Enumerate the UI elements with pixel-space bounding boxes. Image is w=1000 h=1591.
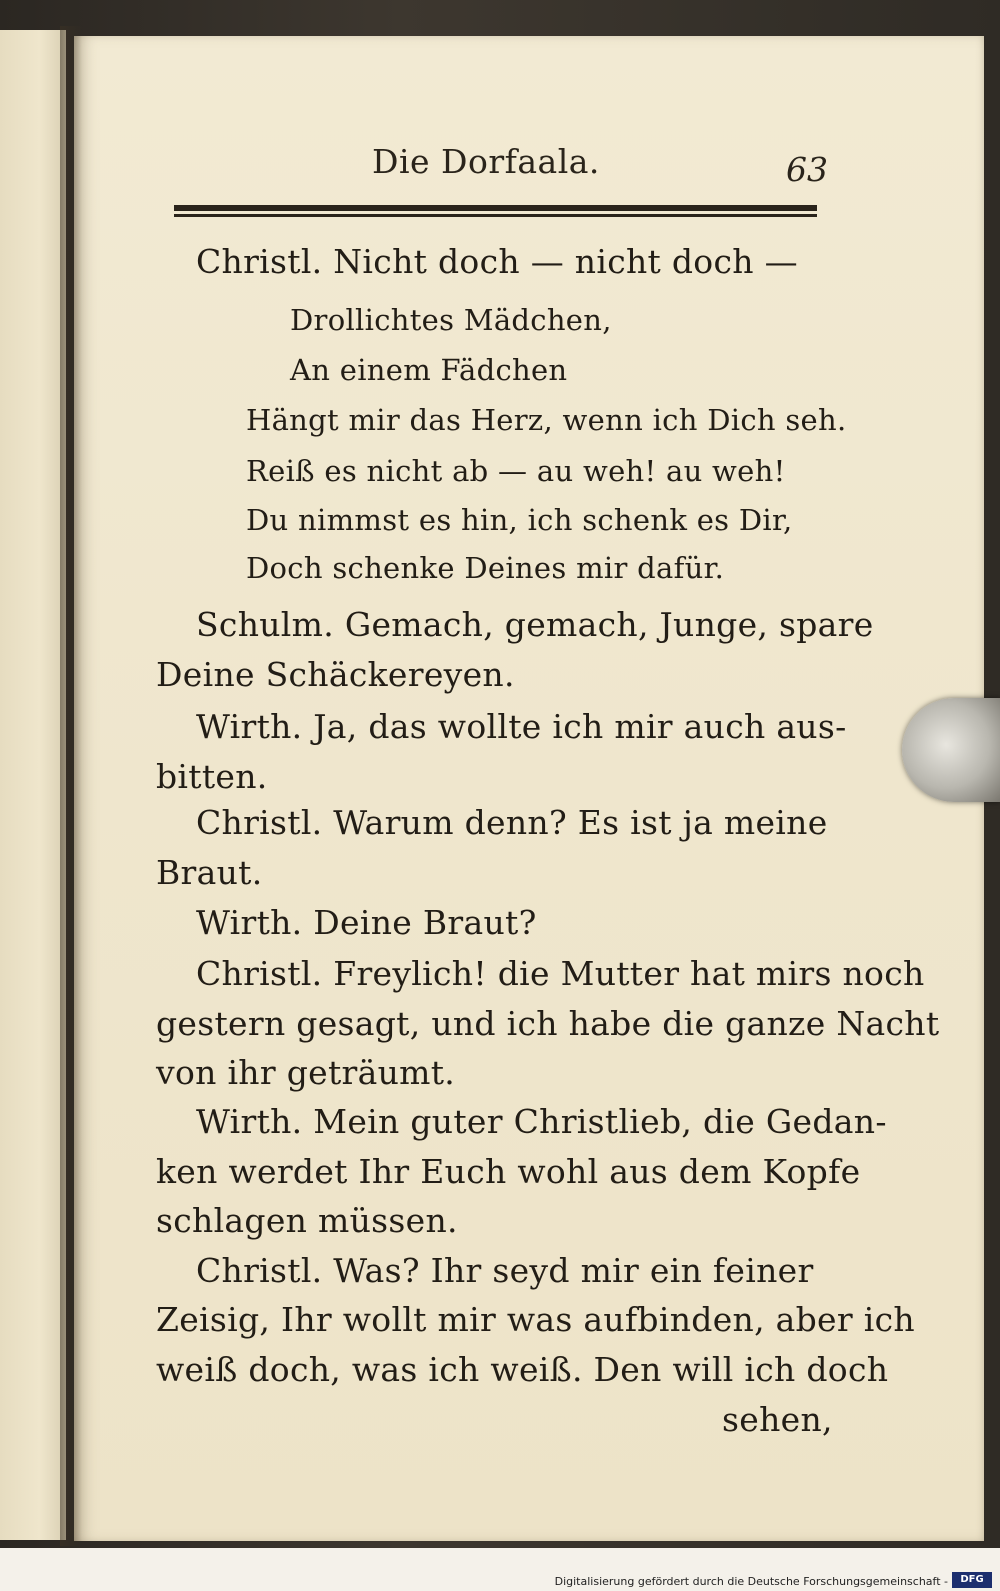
text-line: ken werdet Ihr Euch wohl aus dem Kopfe (156, 1152, 861, 1191)
text-line: Christl. Freylich! die Mutter hat mirs noch (196, 954, 925, 993)
verse-line: Reiß es nicht ab — au weh! au weh! (246, 454, 786, 488)
page-number: 63 (786, 150, 828, 189)
text-line: gestern gesagt, und ich habe die ganze Nacht (156, 1004, 940, 1043)
spine-shadow (60, 26, 82, 1546)
header-rule-thin (174, 214, 817, 217)
header-rule (174, 205, 817, 217)
running-head: Die Dorfaala. (372, 142, 600, 181)
text-line: Schulm. Gemach, gemach, Junge, spare (196, 605, 874, 644)
dfg-logo-icon: DFG (952, 1572, 992, 1588)
verse-line: Hängt mir das Herz, wenn ich Dich seh. (246, 403, 847, 437)
catchword: sehen, (722, 1400, 833, 1439)
text-line: schlagen müssen. (156, 1201, 458, 1240)
text-line: weiß doch, was ich weiß. Den will ich doch (156, 1350, 889, 1389)
text-line: Braut. (156, 853, 263, 892)
text-line: Christl. Nicht doch — nicht doch — (196, 242, 798, 281)
text-line: Deine Schäckereyen. (156, 655, 515, 694)
text-line: von ihr geträumt. (156, 1053, 456, 1092)
text-line: Wirth. Mein guter Christlieb, die Gedan- (196, 1102, 887, 1141)
text-line: Christl. Was? Ihr seyd mir ein feiner (196, 1251, 814, 1290)
text-line: bitten. (156, 757, 268, 796)
text-line: Wirth. Deine Braut? (196, 903, 537, 942)
digitization-credit: Digitalisierung gefördert durch die Deutsche Forschungsgemeinschaft - (554, 1575, 948, 1588)
verse-line: Doch schenke Deines mir dafür. (246, 551, 725, 585)
header-rule-thick (174, 205, 817, 211)
text-line: Wirth. Ja, das wollte ich mir auch aus- (196, 707, 847, 746)
text-line: Christl. Warum denn? Es ist ja meine (196, 803, 828, 842)
facing-page-edge (0, 30, 66, 1540)
verse-line: Du nimmst es hin, ich schenk es Dir, (246, 503, 793, 537)
verse-line: Drollichtes Mädchen, (290, 303, 612, 337)
verse-line: An einem Fädchen (290, 353, 568, 387)
text-line: Zeisig, Ihr wollt mir was aufbinden, aber ich (156, 1300, 915, 1339)
page-clip-marker (902, 698, 1000, 802)
